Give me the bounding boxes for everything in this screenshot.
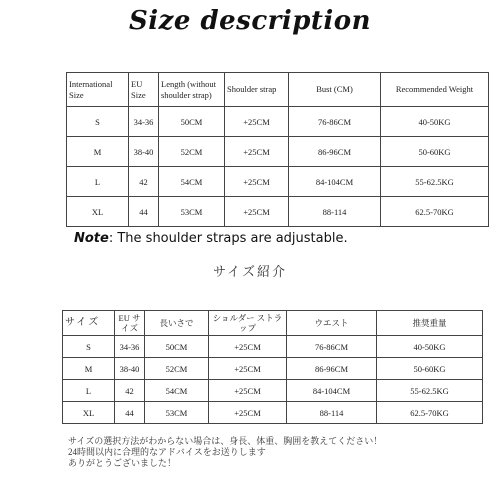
cell-size: XL [63,402,115,424]
cell-weight: 50-60KG [381,137,489,167]
cell-eu-size: 44 [129,197,159,227]
cell-weight: 62.5-70KG [377,402,483,424]
cell-size: XL [67,197,129,227]
header-length-jp: 長いさで [145,311,209,336]
cell-eu-size: 38-40 [115,358,145,380]
cell-eu-size: 34-36 [129,107,159,137]
cell-eu-size: 44 [115,402,145,424]
header-waist-jp: ウエスト [287,311,377,336]
cell-waist: 84-104CM [287,380,377,402]
cell-length: 53CM [159,197,225,227]
cell-size: M [67,137,129,167]
footer-text [68,436,488,469]
cell-length: 50CM [159,107,225,137]
cell-length: 54CM [145,380,209,402]
cell-weight: 40-50KG [381,107,489,137]
cell-shoulder-strap: +25CM [209,380,287,402]
table-row [63,336,483,358]
cell-shoulder-strap: +25CM [209,336,287,358]
table-row [67,167,489,197]
cell-length: 54CM [159,167,225,197]
cell-shoulder-strap: +25CM [225,197,289,227]
cell-shoulder-strap: +25CM [209,402,287,424]
cell-shoulder-strap: +25CM [225,107,289,137]
cell-bust: 76-86CM [289,107,381,137]
cell-bust: 88-114 [289,197,381,227]
cell-eu-size: 38-40 [129,137,159,167]
footer-line: サイズの選択方法がわからない場合は、身長、体重、胸囲を教えてください！ [68,436,383,446]
cell-weight: 50-60KG [377,358,483,380]
table-row [63,402,483,424]
cell-size: S [63,336,115,358]
cell-waist: 88-114 [287,402,377,424]
header-recommended-weight: Recommended Weight [381,73,489,107]
cell-size: L [63,380,115,402]
table-row [63,380,483,402]
cell-bust: 86-96CM [289,137,381,167]
cell-length: 52CM [159,137,225,167]
cell-weight: 40-50KG [377,336,483,358]
cell-waist: 76-86CM [287,336,377,358]
cell-eu-size: 42 [129,167,159,197]
cell-size: L [67,167,129,197]
table-header-row [63,311,483,336]
header-eu-size: EU Size [129,73,159,107]
header-size-jp: サイズ [63,311,115,336]
header-international-size: International Size [67,73,129,107]
cell-size: S [67,107,129,137]
note-text [74,231,348,246]
table-row [63,358,483,380]
footer-line: 24時間以内に合理的なアドバイスをお送りします [68,447,266,457]
cell-eu-size: 34-36 [115,336,145,358]
header-shoulder-strap: Shoulder strap [225,73,289,107]
header-shoulder-strap-jp: ショルダー ストラップ [209,311,287,336]
cell-weight: 55-62.5KG [377,380,483,402]
cell-length: 52CM [145,358,209,380]
cell-length: 53CM [145,402,209,424]
table-row [67,137,489,167]
cell-size: M [63,358,115,380]
cell-bust: 84-104CM [289,167,381,197]
size-table-japanese [62,310,483,424]
cell-shoulder-strap: +25CM [225,167,289,197]
page-title: Size description [128,6,372,36]
header-weight-jp: 推奨重量 [377,311,483,336]
header-eu-size-jp: EU サイズ [115,311,145,336]
cell-shoulder-strap: +25CM [209,358,287,380]
footer-line: ありがとうございました！ [68,458,177,468]
table-header-row [67,73,489,107]
header-length: Length (without shoulder strap) [159,73,225,107]
header-bust: Bust (CM) [289,73,381,107]
note-body: : The shoulder straps are adjustable. [108,231,348,246]
cell-weight: 55-62.5KG [381,167,489,197]
cell-shoulder-strap: +25CM [225,137,289,167]
table-row [67,197,489,227]
cell-weight: 62.5-70KG [381,197,489,227]
size-table-english [66,72,489,227]
japanese-subtitle: サイズ紹介 [213,264,287,279]
cell-waist: 86-96CM [287,358,377,380]
note-label: Note [74,231,109,246]
cell-length: 50CM [145,336,209,358]
cell-eu-size: 42 [115,380,145,402]
table-row [67,107,489,137]
